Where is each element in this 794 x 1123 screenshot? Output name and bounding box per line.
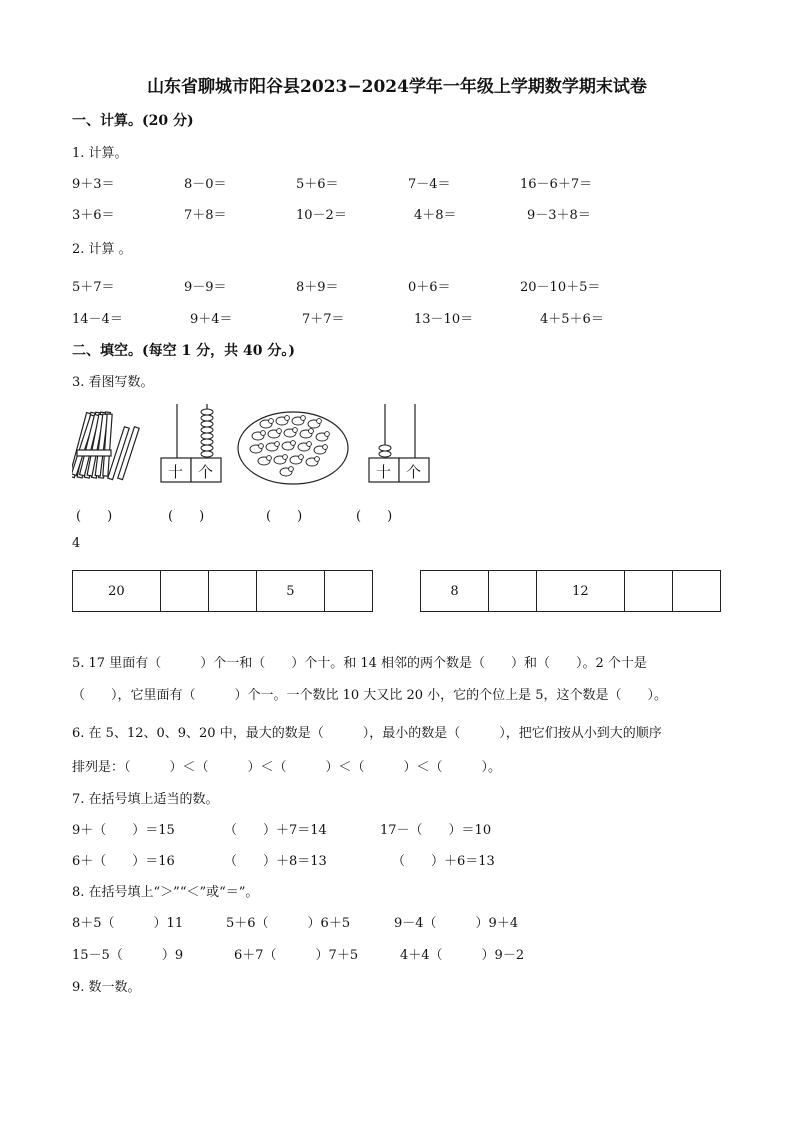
- q5-line-1: 5. 17 里面有（ ）个一和（ ）个十。和 14 相邻的两个数是（ ）和（ ）。2 个十是: [72, 656, 647, 671]
- q1-expr: 8－0＝: [184, 177, 227, 192]
- bird-head-icon: [261, 431, 266, 436]
- bird-head-icon: [259, 444, 264, 449]
- grid-cell: [208, 571, 256, 612]
- q1-expr: 5＋6＝: [296, 177, 339, 192]
- grid-cell: [324, 571, 372, 612]
- q6-line-2: 排列是：（ ）＜（ ）＜（ ）＜（ ）＜（ ）。: [72, 760, 502, 775]
- bird-head-icon: [283, 455, 288, 460]
- bird-head-icon: [317, 419, 322, 424]
- q7-expr: 6＋（ ）＝16: [72, 854, 175, 869]
- abacus-2-ones-label: 个: [406, 463, 422, 481]
- bird-head-icon: [323, 445, 328, 450]
- q7-label: 7. 在括号填上适当的数。: [72, 792, 219, 807]
- q2-expr: 14－4＝: [72, 312, 123, 327]
- q8-expr: 9－4（ ）9＋4: [394, 916, 519, 931]
- q8-expr: 15－5（ ）9: [72, 948, 184, 963]
- grid-cell: 5: [256, 571, 324, 612]
- q3-answer-blank: ( ): [266, 509, 303, 524]
- bird-head-icon: [325, 432, 330, 437]
- grid-cell: [672, 571, 720, 612]
- q2-expr: 9－9＝: [184, 280, 227, 295]
- bird-head-icon: [285, 416, 290, 421]
- bird-head-icon: [301, 416, 306, 421]
- q8-label: 8. 在括号填上“＞”“＜”或“＝”。: [72, 885, 259, 900]
- bird-head-icon: [269, 419, 274, 424]
- q4-number-grid-left: [72, 570, 373, 612]
- bird-head-icon: [307, 442, 312, 447]
- grid-cell: 8: [421, 571, 489, 612]
- q2-expr: 4＋5＋6＝: [540, 312, 604, 327]
- q2-expr: 5＋7＝: [72, 280, 115, 295]
- q7-expr: 9＋（ ）＝15: [72, 823, 175, 838]
- grid-cell: [160, 571, 208, 612]
- bird-head-icon: [289, 467, 294, 472]
- bird-head-icon: [315, 457, 320, 462]
- q1-expr: 10－2＝: [296, 208, 347, 223]
- q9-label: 9. 数一数。: [72, 980, 141, 995]
- q2-expr: 7＋7＝: [302, 312, 345, 327]
- q2-label: 2. 计算 。: [72, 242, 132, 257]
- q4-label: 4: [72, 536, 81, 551]
- q2-expr: 0＋6＝: [408, 280, 451, 295]
- bird-head-icon: [309, 429, 314, 434]
- q8-expr: 4＋4（ ）9－2: [400, 948, 525, 963]
- grid-cell: 20: [73, 571, 161, 612]
- q3-answer-blank: ( ): [356, 509, 393, 524]
- q2-expr: 8＋9＝: [296, 280, 339, 295]
- q7-expr: （ ）＋8＝13: [224, 854, 327, 869]
- q1-expr: 3＋6＝: [72, 208, 115, 223]
- q3-answer-blank: ( ): [168, 509, 205, 524]
- q1-expr: 7＋8＝: [184, 208, 227, 223]
- q8-expr: 6＋7（ ）7＋5: [234, 948, 359, 963]
- q1-expr: 16－6＋7＝: [520, 177, 593, 192]
- q8-expr: 8＋5（ ）11: [72, 916, 184, 931]
- grid-cell: 12: [537, 571, 625, 612]
- grid-cell: [624, 571, 672, 612]
- q7-expr: （ ）＋6＝13: [392, 854, 495, 869]
- bird-head-icon: [267, 456, 272, 461]
- bird-head-icon: [293, 428, 298, 433]
- grid-cell: [488, 571, 536, 612]
- q3-label: 3. 看图写数。: [72, 375, 154, 390]
- bird-head-icon: [277, 429, 282, 434]
- q5-line-2: （ ），它里面有（ ）个一。一个数比 10 大又比 20 小，它的个位上是 5，这个数是（ ）。: [72, 688, 668, 703]
- q3-answer-blank: ( ): [76, 509, 113, 524]
- abacus-2-tens-label: 十: [376, 463, 392, 481]
- section-2-heading: 二、填空。(每空 1 分，共 40 分。): [72, 343, 295, 359]
- q7-expr: 17－（ ）＝10: [380, 823, 492, 838]
- q1-expr: 7－4＝: [408, 177, 451, 192]
- q1-expr: 9－3＋8＝: [527, 208, 591, 223]
- bird-head-icon: [299, 455, 304, 460]
- q1-expr: 4＋8＝: [414, 208, 457, 223]
- q7-expr: （ ）＋7＝14: [224, 823, 327, 838]
- section-1-heading: 一、计算。(20 分): [72, 113, 194, 129]
- q6-line-1: 6. 在 5、12、0、9、20 中，最大的数是（ ），最小的数是（ ），把它们按从小到大的顺序: [72, 726, 662, 741]
- q4-number-grid-right: [420, 570, 721, 612]
- birds-plate-figure: [236, 410, 350, 486]
- stick-bundle-figure: [72, 408, 146, 486]
- abacus-1-ones-label: 个: [198, 463, 214, 481]
- bird-head-icon: [275, 442, 280, 447]
- bird-head-icon: [291, 441, 296, 446]
- q1-expr: 9＋3＝: [72, 177, 115, 192]
- q2-expr: 20－10＋5＝: [520, 280, 601, 295]
- q1-label: 1. 计算。: [72, 146, 128, 161]
- abacus-1-tens-label: 十: [168, 463, 184, 481]
- q2-expr: 9＋4＝: [190, 312, 233, 327]
- q2-expr: 13－10＝: [414, 312, 474, 327]
- q8-expr: 5＋6（ ）6＋5: [226, 916, 351, 931]
- page-title: 山东省聊城市阳谷县2023−2024学年一年级上学期数学期末试卷: [147, 77, 647, 97]
